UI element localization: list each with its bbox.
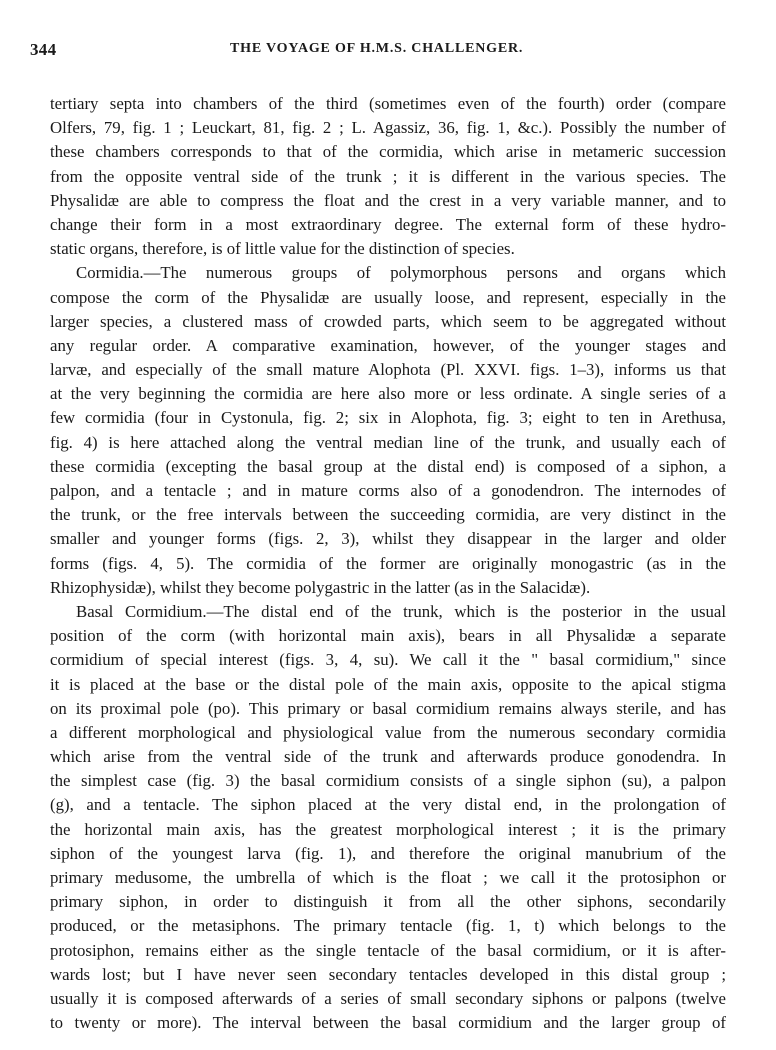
text-line: usually it is composed afterwards of a series of small secondary siphons or palpons (twelve [50,988,726,1008]
text-line: change their form in a most extraordinary degree. The external form of these hydro- [50,214,726,234]
text-line: (g), and a tentacle. The siphon placed at the very distal end, in the prolongation of [50,795,726,815]
text-line: fig. 4) is here attached along the ventral median line of the trunk, and usually each of [50,432,726,452]
text-line: few cormidia (four in Cystonula, fig. 2; six in Alophota, fig. 3; eight to ten in Arethusa, [50,408,726,428]
text-line: smaller and younger forms (figs. 2, 3), whilst they disappear in the larger and older [50,529,726,549]
text-line: tertiary septa into chambers of the third (sometimes even of the fourth) order (compare [50,94,726,113]
text-line: siphon of the youngest larva (fig. 1), and therefore the original manubrium of the [50,843,726,863]
text-line: Physalidæ are able to compress the float and the crest in a very variable manner, and to [50,190,726,210]
section-basal-cormidium-start: Basal Cormidium.—The distal end of the trunk, which is the posterior in the usual [76,601,726,621]
text-line: any regular order. A comparative examination, however, of the younger stages and [50,335,726,355]
text-line: primary siphon, in order to distinguish it from all the other siphons, secondarily [50,892,726,912]
text-line: compose the corm of the Physalidæ are usually loose, and represent, especially in the [50,287,726,307]
text-line: at the very beginning the cormidia are here also more or less ordinate. A single series of a [50,384,726,404]
text-line: palpon, and a tentacle ; and in mature corms also of a gonodendron. The internodes of [50,481,726,500]
text-line: the trunk, or the free intervals between the succeeding cormidia, are very distinct in the [50,505,726,525]
text-line: it is placed at the base or the distal pole of the main axis, opposite to the apical stigma [50,674,726,694]
text-line: from the opposite ventral side of the trunk ; it is different in the various species. The [50,166,726,186]
text-line: wards lost; but I have never seen secondary tentacles developed in this distal group ; [50,964,726,984]
text-line: forms (figs. 4, 5). The cormidia of the former are originally monogastric (as in the [50,553,726,573]
text-line: which arise from the ventral side of the trunk and afterwards produce gonodendra. In [50,747,726,767]
text-line: protosiphon, remains either as the single tentacle of the basal cormidium, or it is after- [50,940,726,960]
page-header [30,40,730,64]
text-line: these chambers corresponds to that of the cormidia, which arise in metameric succession [50,142,726,162]
text-line: cormidium of special interest (figs. 3, 4, su). We call it the " basal cormidium," since [50,650,726,670]
body-text [50,92,726,1035]
text-line: on its proximal pole (po). This primary or basal cormidium remains always sterile, and has [50,698,726,718]
text-line: to twenty or more). The interval between the basal cormidium and the larger group of [50,1013,726,1033]
text-line: primary medusome, the umbrella of which is the float ; we call it the protosiphon or [50,868,726,887]
running-head: THE VOYAGE OF H.M.S. CHALLENGER. [230,41,524,56]
text-line: these cormidia (excepting the basal group at the distal end) is composed of a siphon, a [50,456,726,476]
text-line: the horizontal main axis, has the greatest morphological interest ; it is the primary [50,819,726,839]
section-cormidia-start: Cormidia.—The numerous groups of polymorphous persons and organs which [76,263,726,283]
text-line: larger species, a clustered mass of crowded parts, which seem to be aggregated without [50,311,726,331]
page-number: 344 [30,40,57,59]
text-line: Olfers, 79, fig. 1 ; Leuckart, 81, fig. 2 ; L. Agassiz, 36, fig. 1, &c.). Possibly the number of [50,118,726,138]
text-line: the simplest case (fig. 3) the basal cormidium consists of a single siphon (su), a palpon [50,771,726,791]
text-line: static organs, therefore, is of little value for the distinction of species. [50,239,515,259]
text-line: position of the corm (with horizontal main axis), bears in all Physalidæ a separate [50,626,726,646]
text-line: Rhizophysidæ), whilst they become polygastric in the latter (as in the Salacidæ). [50,577,591,597]
text-line: a different morphological and physiological value from the numerous secondary cormidia [50,722,726,742]
text-line: larvæ, and especially of the small mature Alophota (Pl. XXVI. figs. 1–3), informs us that [50,360,726,380]
text-line: produced, or the metasiphons. The primary tentacle (fig. 1, t) which belongs to the [50,916,726,936]
